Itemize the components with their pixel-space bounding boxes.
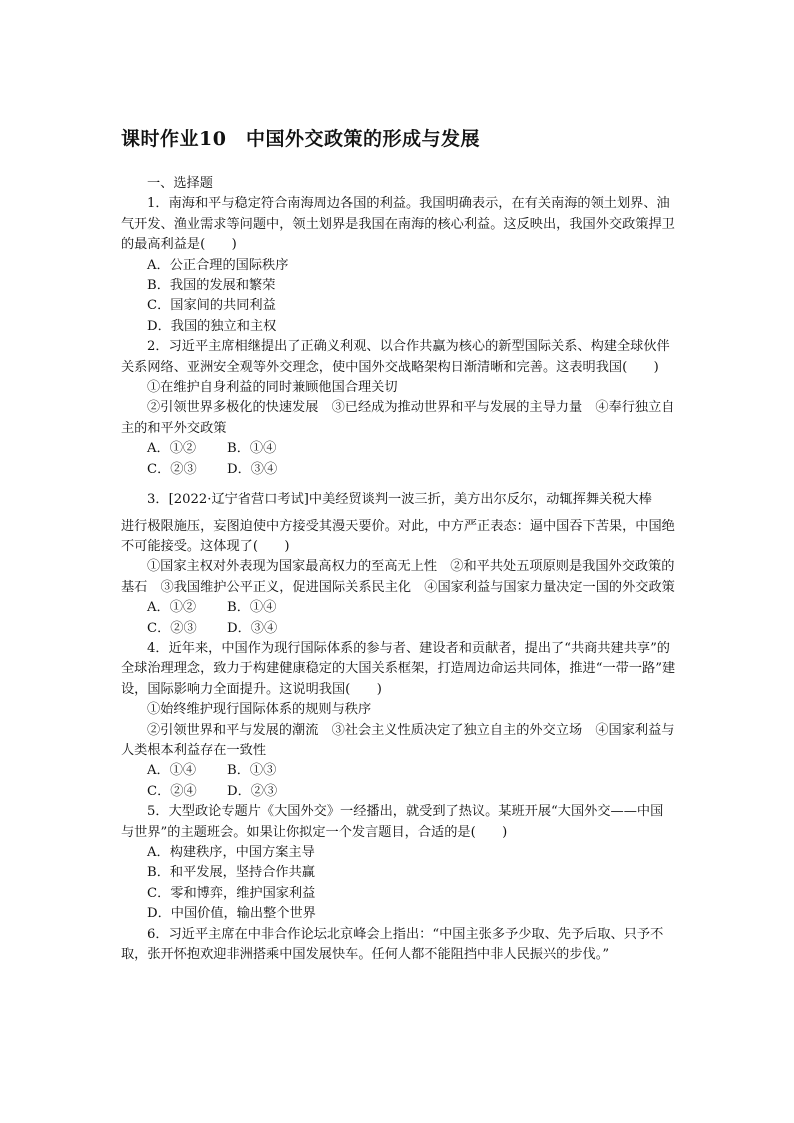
question-3-options-row-1	[121, 598, 676, 618]
question-3-stem-line-1: 3．[2022·辽宁省营口考试]中美经贸谈判一波三折，美方出尔反尔，动辄挥舞关税大棒	[147, 492, 652, 508]
question-2-statement-2: ②引领世界多极化的快速发展 ③已经成为推动世界和平与发展的主导力量 ④奉行独立自主的和平外交政策	[121, 400, 675, 436]
question-5-option-a: A．构建秩序，中国方案主导	[147, 845, 315, 860]
question-2-option-c: C．②③	[147, 461, 197, 477]
question-5-stem: 5．大型政论专题片《大国外交》一经播出，就受到了热议。某班开展“大国外交——中国与世界”的主题班会。如果让你拟定一个发言题目，合适的是( )	[121, 804, 664, 840]
question-4-statement-1: ①始终维护现行国际体系的规则与秩序	[147, 702, 372, 718]
question-2-option-a: A．①②	[147, 441, 197, 457]
page-title: 课时作业10 中国外交政策的形成与发展	[121, 128, 480, 150]
question-3-option-a: A．①②	[147, 600, 197, 616]
question-4-option-a: A．①④	[147, 763, 197, 779]
question-3-statements: ①国家主权对外表现为国家最高权力的至高无上性 ②和平共处五项原则是我国外交政策的基石 ③我国维护公平正义，促进国际关系民主化 ④国家利益与国家力量决定一国的外交政策	[121, 559, 675, 595]
question-5-option-b: B．和平发展，坚持合作共赢	[147, 865, 315, 881]
question-4-options-row-2	[121, 782, 676, 802]
question-4-options-row-1	[121, 761, 676, 781]
question-1-stem: 1．南海和平与稳定符合南海周边各国的利益。我国明确表示，在有关南海的领土划界、油气开发、渔业需求等问题中，领土划界是我国在南海的核心利益。这反映出，我国外交政策捍卫的最高利益是( )	[121, 196, 675, 253]
question-4-stem: 4．近年来，中国作为现行国际体系的参与者、建设者和贡献者，提出了“共商共建共享”的全球治理理念，致力于构建健康稳定的大国关系框架，打造周边命运共同体，推进“一带一路”建设，国际影响力全面提升。这说明我国( )	[121, 640, 676, 697]
question-5-option-d: D．中国价值，输出整个世界	[147, 906, 316, 922]
question-2-options-row-1	[121, 439, 676, 459]
question-6-stem: 6．习近平主席在中非合作论坛北京峰会上指出：“中国主张多予少取、先予后取、只予不取，张开怀抱欢迎非洲搭乘中国发展快车。任何人都不能阻挡中非人民振兴的步伐。”	[121, 926, 664, 963]
question-1-option-b: B．我国的发展和繁荣	[147, 278, 276, 294]
document-body	[121, 174, 676, 965]
question-4-statement-2: ②引领世界和平与发展的潮流 ③社会主义性质决定了独立自主的外交立场 ④国家利益与人类根本利益存在一致性	[121, 722, 675, 758]
question-2-option-d: D．③④	[227, 461, 278, 477]
question-2-stem: 2．习近平主席相继提出了正确义利观、以合作共赢为核心的新型国际关系、构建全球伙伴关系网络、亚洲安全观等外交理念，使中国外交战略架构日渐清晰和完善。这表明我国( )	[121, 339, 670, 375]
question-4-option-d: D．②③	[227, 783, 278, 799]
question-3-option-c: C．②③	[147, 620, 197, 636]
question-4-option-b: B．①③	[227, 763, 277, 779]
question-5-option-c: C．零和博弈，维护国家利益	[147, 885, 316, 901]
question-2-option-b: B．①④	[227, 441, 277, 457]
question-2-options-row-2	[121, 460, 676, 480]
question-1-option-c: C．国家间的共同利益	[147, 298, 276, 314]
question-1-option-a: A．公正合理的国际秩序	[147, 257, 289, 273]
question-4-option-c: C．②④	[147, 783, 197, 799]
question-3-stem-line-2: 进行极限施压，妄图迫使中方接受其漫天要价。对此，中方严正表态：逼中国吞下苦果，中国绝不可能接受。这体现了( )	[121, 518, 675, 554]
question-3-option-b: B．①④	[227, 600, 277, 616]
section-heading: 一、选择题	[147, 176, 213, 191]
question-1-option-d: D．我国的独立和主权	[147, 318, 277, 334]
question-3-options-row-2	[121, 619, 676, 639]
question-3-option-d: D．③④	[227, 620, 278, 636]
question-2-statement-1: ①在维护自身利益的同时兼顾他国合理关切	[147, 380, 398, 396]
